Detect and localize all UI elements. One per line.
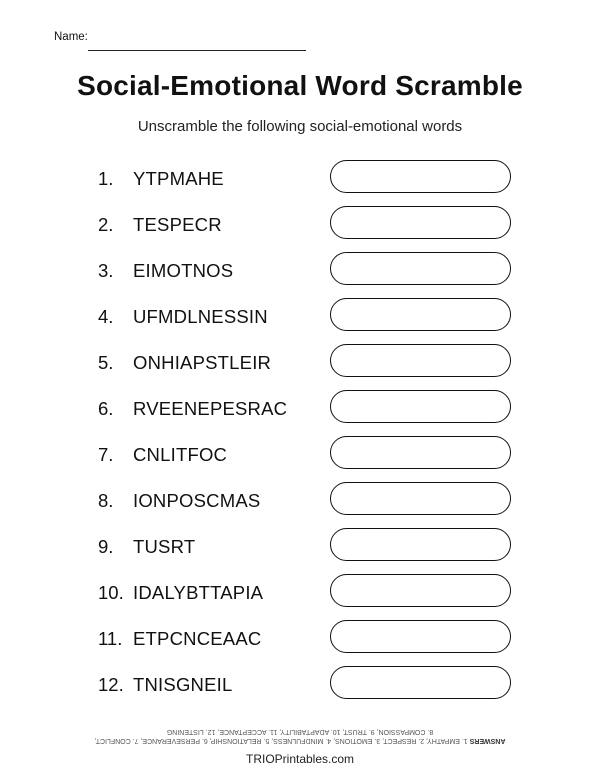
list-item — [0, 206, 600, 242]
item-number: 8. — [98, 490, 114, 511]
item-number: 9. — [98, 536, 114, 557]
answer-box[interactable] — [330, 206, 511, 239]
item-number: 2. — [98, 214, 114, 235]
answer-box[interactable] — [330, 666, 511, 699]
scrambled-word: UFMDLNESSIN — [133, 306, 268, 327]
item-number: 11. — [98, 628, 123, 649]
name-line[interactable] — [88, 50, 306, 51]
list-item — [0, 436, 600, 472]
answer-box[interactable] — [330, 252, 511, 285]
item-number: 4. — [98, 306, 114, 327]
item-number: 7. — [98, 444, 114, 465]
answer-box[interactable] — [330, 160, 511, 193]
answer-box[interactable] — [330, 620, 511, 653]
list-item — [0, 252, 600, 288]
scrambled-word: ETPCNCEAAC — [133, 628, 262, 649]
list-item — [0, 666, 600, 702]
answer-box[interactable] — [330, 344, 511, 377]
answer-box[interactable] — [330, 528, 511, 561]
answer-box[interactable] — [330, 574, 511, 607]
page-subtitle: Unscramble the following social-emotional words — [137, 118, 463, 135]
scrambled-word: TESPECR — [133, 214, 222, 235]
answer-box[interactable] — [330, 298, 511, 331]
scrambled-word: TNISGNEIL — [133, 674, 233, 695]
answer-box[interactable] — [330, 482, 511, 515]
scrambled-word: CNLITFOC — [133, 444, 228, 465]
scrambled-word: IDALYBTTAPIA — [133, 582, 264, 603]
list-item — [0, 528, 600, 564]
list-item — [0, 482, 600, 518]
footer-site: TRIOPrintables.com — [245, 752, 355, 766]
item-number: 6. — [98, 398, 114, 419]
scrambled-word: RVEENEPESRAC — [133, 398, 288, 419]
answers-line-1: 1. EMPATHY, 2. RESPECT, 3. EMOTIONS, 4. MINDFULNESS, 5. RELATIONSHIP, 6. PERSEVERANCE, 7. CONFLICT, — [94, 737, 468, 744]
answer-box[interactable] — [330, 436, 511, 469]
list-item — [0, 574, 600, 610]
list-item — [0, 298, 600, 334]
scrambled-word: YTPMAHE — [133, 168, 224, 189]
answer-key — [0, 727, 600, 745]
item-number: 10. — [98, 582, 124, 603]
item-number: 5. — [98, 352, 114, 373]
answer-box[interactable] — [330, 390, 511, 423]
item-number: 3. — [98, 260, 114, 281]
scrambled-word: EIMOTNOS — [133, 260, 234, 281]
list-item — [0, 344, 600, 380]
name-label: Name: — [54, 31, 88, 43]
answers-line-2: 8. COMPASSION, 9. TRUST, 10. ADAPTABILITY, 11. ACCEPTANCE, 12. LISTENING — [166, 728, 434, 735]
item-number: 12. — [98, 674, 124, 695]
scrambled-word: TUSRT — [133, 536, 196, 557]
answers-label: ANSWERS — [469, 737, 506, 744]
item-number: 1. — [98, 168, 114, 189]
page-title: Social-Emotional Word Scramble — [77, 70, 523, 101]
list-item — [0, 390, 600, 426]
scrambled-word: ONHIAPSTLEIR — [133, 352, 272, 373]
list-item — [0, 620, 600, 656]
scrambled-word: IONPOSCMAS — [133, 490, 261, 511]
list-item — [0, 160, 600, 196]
